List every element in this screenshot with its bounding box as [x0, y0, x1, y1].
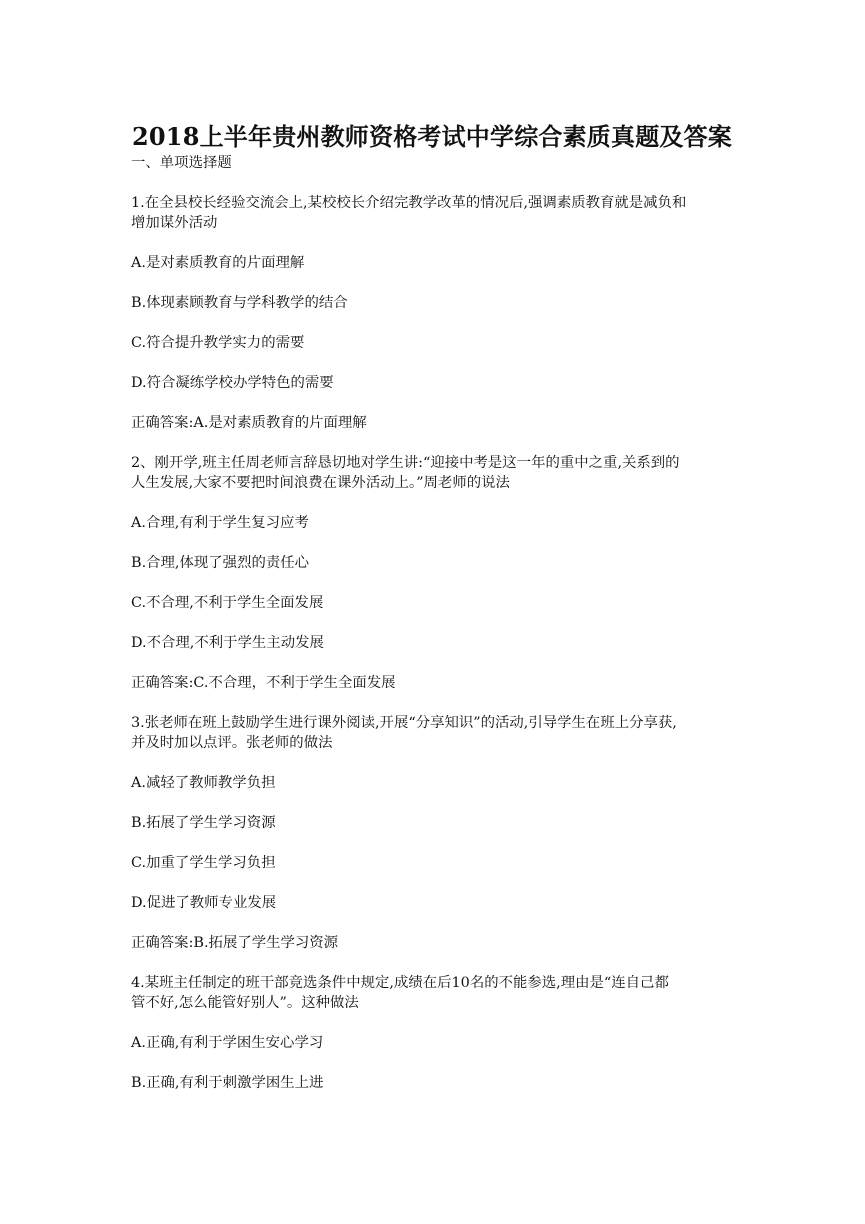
- question-3-stem-line-1: 3.张老师在班上鼓励学生进行课外阅读,开展“分享知识”的活动,引导学生在班上分享获,: [131, 715, 677, 731]
- question-2-option-b: B.合理,体现了强烈的责任心: [131, 555, 310, 571]
- question-2-answer: 正确答案:C.不合理，不利于学生全面发展: [131, 675, 396, 691]
- question-3-option-c: C.加重了学生学习负担: [131, 855, 276, 871]
- document-body: [131, 153, 737, 1093]
- question-2-option-a: A.合理,有利于学生复习应考: [131, 515, 309, 531]
- question-4-stem: [131, 973, 737, 1013]
- question-3-option-b: B.拓展了学生学习资源: [131, 815, 276, 831]
- question-1-stem: [131, 193, 737, 233]
- question-4-option-a: A.正确,有利于学困生安心学习: [131, 1035, 324, 1051]
- question-2-stem-line-2: 人生发展,大家不要把时间浪费在课外活动上。”周老师的说法: [131, 475, 510, 491]
- question-2-stem: [131, 453, 737, 493]
- section-heading: 一、单项选择题: [131, 155, 232, 171]
- document-title: 2018上半年贵州教师资格考试中学综合素质真题及答案: [132, 122, 732, 152]
- question-3-answer: 正确答案:B.拓展了学生学习资源: [131, 935, 339, 951]
- question-2-stem-line-1: 2、刚开学,班主任周老师言辞恳切地对学生讲:“迎接中考是这一年的重中之重,关系到的: [131, 455, 680, 471]
- question-2-option-c: C.不合理,不利于学生全面发展: [131, 595, 324, 611]
- question-1-answer: 正确答案:A.是对素质教育的片面理解: [131, 415, 367, 431]
- question-3-stem: [131, 713, 737, 753]
- question-4-stem-line-2: 管不好,怎么能管好别人”。这种做法: [131, 995, 359, 1011]
- question-3-option-d: D.促进了教师专业发展: [131, 895, 277, 911]
- question-1-option-c: C.符合提升教学实力的需要: [131, 335, 305, 351]
- question-1-stem-line-1: 1.在全县校长经验交流会上,某校校长介绍完教学改革的情况后,强调素质教育就是减负和: [131, 195, 687, 211]
- question-2-option-d: D.不合理,不利于学生主动发展: [131, 635, 324, 651]
- question-4-option-b: B.正确,有利于刺激学困生上进: [131, 1075, 324, 1091]
- question-1-option-b: B.体现素顾教育与学科教学的结合: [131, 295, 348, 311]
- question-1-option-a: A.是对素质教育的片面理解: [131, 255, 305, 271]
- question-3-stem-line-2: 并及时加以点评。张老师的做法: [131, 735, 333, 751]
- question-4-stem-line-1: 4.某班主任制定的班干部竞选条件中规定,成绩在后10名的不能参选,理由是“连自己都: [131, 975, 669, 991]
- question-3-option-a: A.减轻了教师教学负担: [131, 775, 276, 791]
- question-1-stem-line-2: 增加谋外活动: [131, 215, 218, 231]
- question-1-option-d: D.符合凝练学校办学特色的需要: [131, 375, 334, 391]
